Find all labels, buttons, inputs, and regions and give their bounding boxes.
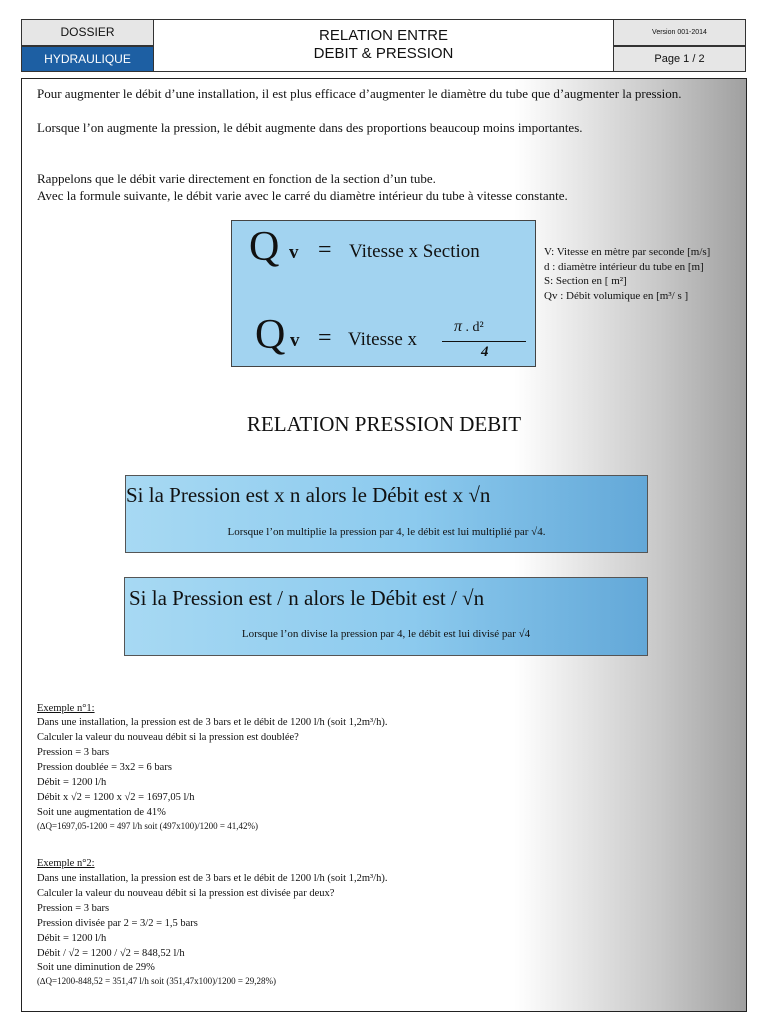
formula2-text: Vitesse x <box>348 329 418 350</box>
pi-symbol: π <box>454 318 463 335</box>
formula2-equals: = <box>318 325 332 351</box>
rule-box-multiply <box>125 475 648 553</box>
example1-line: Débit x √2 = 1200 x √2 = 1697,05 l/h <box>37 792 195 803</box>
example1-line: Soit une augmentation de 41% <box>37 807 166 818</box>
formula1-equals: = <box>318 237 332 263</box>
formula2-denominator: 4 <box>481 344 489 360</box>
legend-diameter: d : diamètre intérieur du tube en [m] <box>544 260 704 273</box>
formula-box <box>231 220 536 367</box>
example1-note: (∆Q=1697,05-1200 = 497 l/h soit (497x100)/1200 = 41,42%) <box>37 821 258 831</box>
rule-box-divide <box>124 577 648 656</box>
intro-paragraph-4: Avec la formule suivante, le débit varie avec le carré du diamètre intérieur du tube à vitesse constante. <box>37 188 568 203</box>
formula1-text: Vitesse x Section <box>349 241 480 262</box>
legend-velocity: V: Vitesse en mètre par seconde [m/s] <box>544 246 711 258</box>
dossier-label: DOSSIER <box>21 19 154 46</box>
example2-line: Pression = 3 bars <box>37 903 110 914</box>
legend <box>544 245 710 303</box>
example2-title: Exemple n°2: <box>37 858 95 869</box>
title-line-2: DEBIT & PRESSION <box>313 45 454 62</box>
rule-divide-note: Lorsque l’on divise la pression par 4, le débit est lui divisé par √4 <box>241 628 531 640</box>
example1-line: Pression = 3 bars <box>37 747 110 758</box>
numerator-rest: . d² <box>462 320 484 335</box>
intro-paragraph-2: Lorsque l’on augmente la pression, le débit augmente dans des proportions beaucoup moins importantes. <box>37 120 583 135</box>
example1-line: Calculer la valeur du nouveau débit si la pression est doublée? <box>37 732 299 743</box>
example2-line: Dans une installation, la pression est de 3 bars et le débit de 1200 l/h (soit 1,2m³/h). <box>37 873 388 884</box>
example2-line: Débit / √2 = 1200 / √2 = 848,52 l/h <box>37 948 185 959</box>
example1-line: Débit = 1200 l/h <box>37 777 107 788</box>
example2-line: Calculer la valeur du nouveau débit si la pression est divisée par deux? <box>37 888 335 899</box>
example2-line: Pression divisée par 2 = 3/2 = 1,5 bars <box>37 918 198 929</box>
example2-line: Soit une diminution de 29% <box>37 962 155 973</box>
fraction-line <box>442 341 526 342</box>
rule-multiply-note: Lorsque l’on multiplie la pression par 4, le débit est lui multiplié par √4. <box>227 526 546 538</box>
legend-flow: Qv : Débit volumique en [m³/ s ] <box>544 289 689 302</box>
document-title <box>153 19 614 72</box>
formula2-v: v <box>290 330 300 351</box>
example1-line: Pression doublée = 3x2 = 6 bars <box>37 762 172 773</box>
formula1-q: Q <box>249 224 280 270</box>
rule-multiply-text: Si la Pression est x n alors le Débit est x √n <box>126 483 491 507</box>
section-title: RELATION PRESSION DEBIT <box>246 412 522 436</box>
example2-line: Débit = 1200 l/h <box>37 933 107 944</box>
page-indicator: Page 1 / 2 <box>613 46 746 72</box>
intro-paragraph-1: Pour augmenter le débit d’une installation, il est plus efficace d’augmenter le diamètre du tube que d’augmenter la pression. <box>37 86 682 101</box>
legend-section: S: Section en [ m²] <box>544 275 627 287</box>
formula2-numerator <box>454 318 484 336</box>
formula1-v: v <box>289 242 299 263</box>
example1-title: Exemple n°1: <box>37 703 95 714</box>
intro-paragraph-3: Rappelons que le débit varie directement en fonction de la section d’un tube. <box>37 171 436 186</box>
rule-divide-text: Si la Pression est / n alors le Débit est / √n <box>129 586 485 610</box>
formula2-q: Q <box>255 312 286 358</box>
example2-note: (∆Q=1200-848,52 = 351,47 l/h soit (351,47x100)/1200 = 29,28%) <box>37 976 276 986</box>
title-line-1: RELATION ENTRE <box>319 27 448 44</box>
version-label: Version 001-2014 <box>613 19 746 46</box>
category-badge: HYDRAULIQUE <box>21 46 154 72</box>
example1-line: Dans une installation, la pression est de 3 bars et le débit de 1200 l/h (soit 1,2m³/h). <box>37 717 388 728</box>
